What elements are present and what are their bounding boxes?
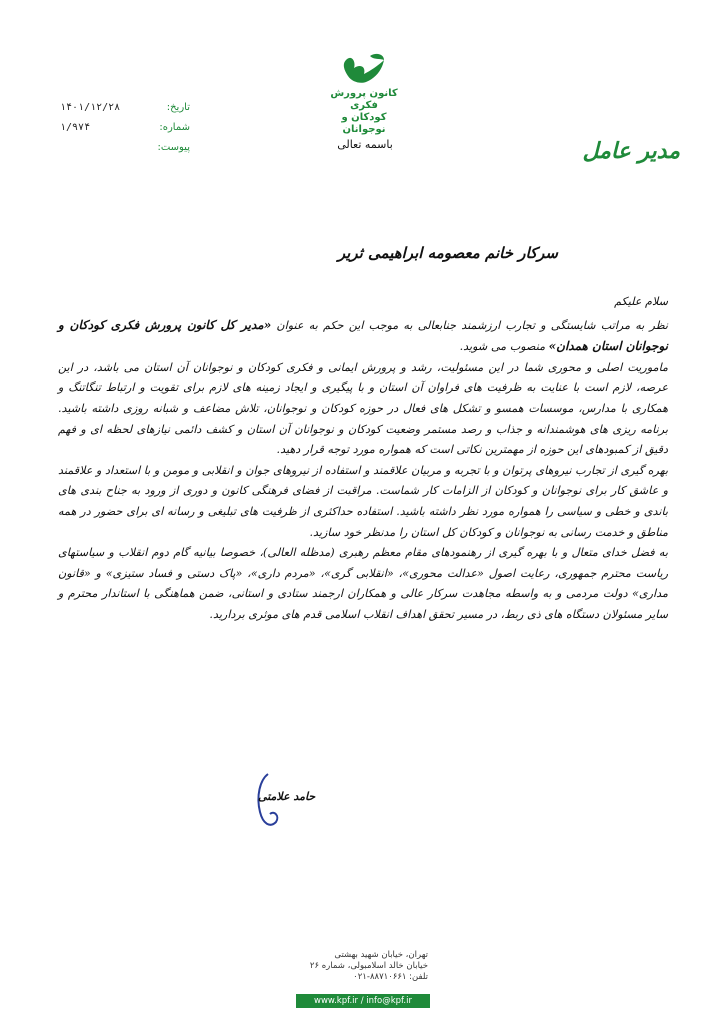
meta-value: ۱۴۰۱/۱۲/۲۸	[60, 102, 121, 113]
meta-label: شماره:	[159, 122, 190, 133]
letter-body	[58, 292, 668, 626]
basmala: باسمه تعالی	[337, 138, 393, 151]
paragraph-closing: به فضل خدای متعال و با بهره گیری از رهنمودهای مقام معظم رهبری (مدظله العالی)، خصوصا بیانیه گام دوم انقلاب و سیاستهای ریاست محترم جمهوری، رعایت اصول «عدالت محوری»، «انقلابی گری»، «مردم داری»، «پاک دستی و فساد ستیزی» و «قانون مداری» دولت مردمی و به واسطه مجاهدت سرکار عالی و همکاران ارجمند ستادی و استانی، ضمن هماهنگی با استاندار محترم و سایر مسئولان دستگاه های ذی ربط، در مسیر تحقق اهداف انقلاب اسلامی قدم های موثری بردارید.	[58, 546, 668, 621]
meta-label: پیوست:	[157, 142, 190, 153]
meta-number	[60, 122, 190, 142]
paragraph-mission: ماموریت اصلی و محوری شما در این مسئولیت، رشد و پرورش ایمانی و فکری کودکان و نوجوانان آن استان می باشد، در این عرصه، لازم است با عنایت به ظرفیت های فراوان آن استان و با پیگیری و ایجاد زمینه های لازم برای تقویت و ارتباط تنگاتنگ و همکاری با مدارس، موسسات همسو و تشکل های فعال در حوزه کودکان و نوجوانان، تلاش مضاعف و شبانه روزی داشته باشید. برنامه ریزی های هوشمندانه و جذاب و رصد مستمر وضعیت کودکان و نوجوانان آن استان و کشف دائمی نیازهای لحظه ای و فهم دقیق از کمبودهای این حوزه از مهمترین نکاتی است که همواره مورد توجه قرار دهید.	[58, 360, 668, 457]
logo-text: کانون پرورش فکری کودکان و نوجوانان	[330, 88, 398, 135]
footer-address	[296, 950, 428, 983]
meta-date	[60, 102, 190, 122]
signer-name: حامد علامتی	[258, 790, 316, 803]
greeting: سلام علیکم	[614, 295, 668, 308]
meta-value: ۱/۹۷۴	[60, 122, 91, 133]
recipient: سرکار خانم معصومه ابراهیمی ثریر	[337, 244, 558, 262]
footer-web: www.kpf.ir / info@kpf.ir	[296, 994, 430, 1008]
address-line: تهران، خیابان شهید بهشتی	[334, 950, 428, 960]
meta-attachment	[60, 142, 190, 162]
appointment-end: منصوب می شوید.	[459, 340, 549, 354]
address-line: خیابان خالد اسلامبولی، شماره ۲۶	[309, 961, 428, 971]
appointment-text: نظر به مراتب شایستگی و تجارب ارزشمند جنابعالی به موجب این حکم به عنوان	[271, 318, 668, 332]
paragraph-staffing: بهره گیری از تجارب نیروهای پرتوان و با تجربه و مربیان علاقمند و استفاده از نیروهای جوان و انقلابی و مومن و با استعداد و علاقمند و عاشق کار برای نوجوانان و کودکان از الزامات کار شماست. مراقبت از فضای فرهنگی کانون و دوری از ورود به جناح بندی های باندی و خطی و سیاسی را همواره مورد نظر داشته باشید. استفاده حداکثری از ظرفیت های تبلیغی و رسانه ای برای حضور در همه مناطق و خدمت رسانی به نوجوانان و کودکان کل استان را مدنظر خود سازید.	[58, 463, 668, 539]
phone-line: تلفن: ۸۸۷۱۰۶۶۱-۰۲۱	[353, 972, 428, 982]
letter-meta	[60, 102, 190, 162]
appointment-title: «مدیر کل کانون پرورش فکری کودکان و نوجوانان استان همدان»	[58, 317, 668, 354]
meta-label: تاریخ:	[166, 102, 190, 113]
side-title: مدیر عامل	[582, 138, 680, 164]
paragraph-appointment	[58, 315, 668, 358]
